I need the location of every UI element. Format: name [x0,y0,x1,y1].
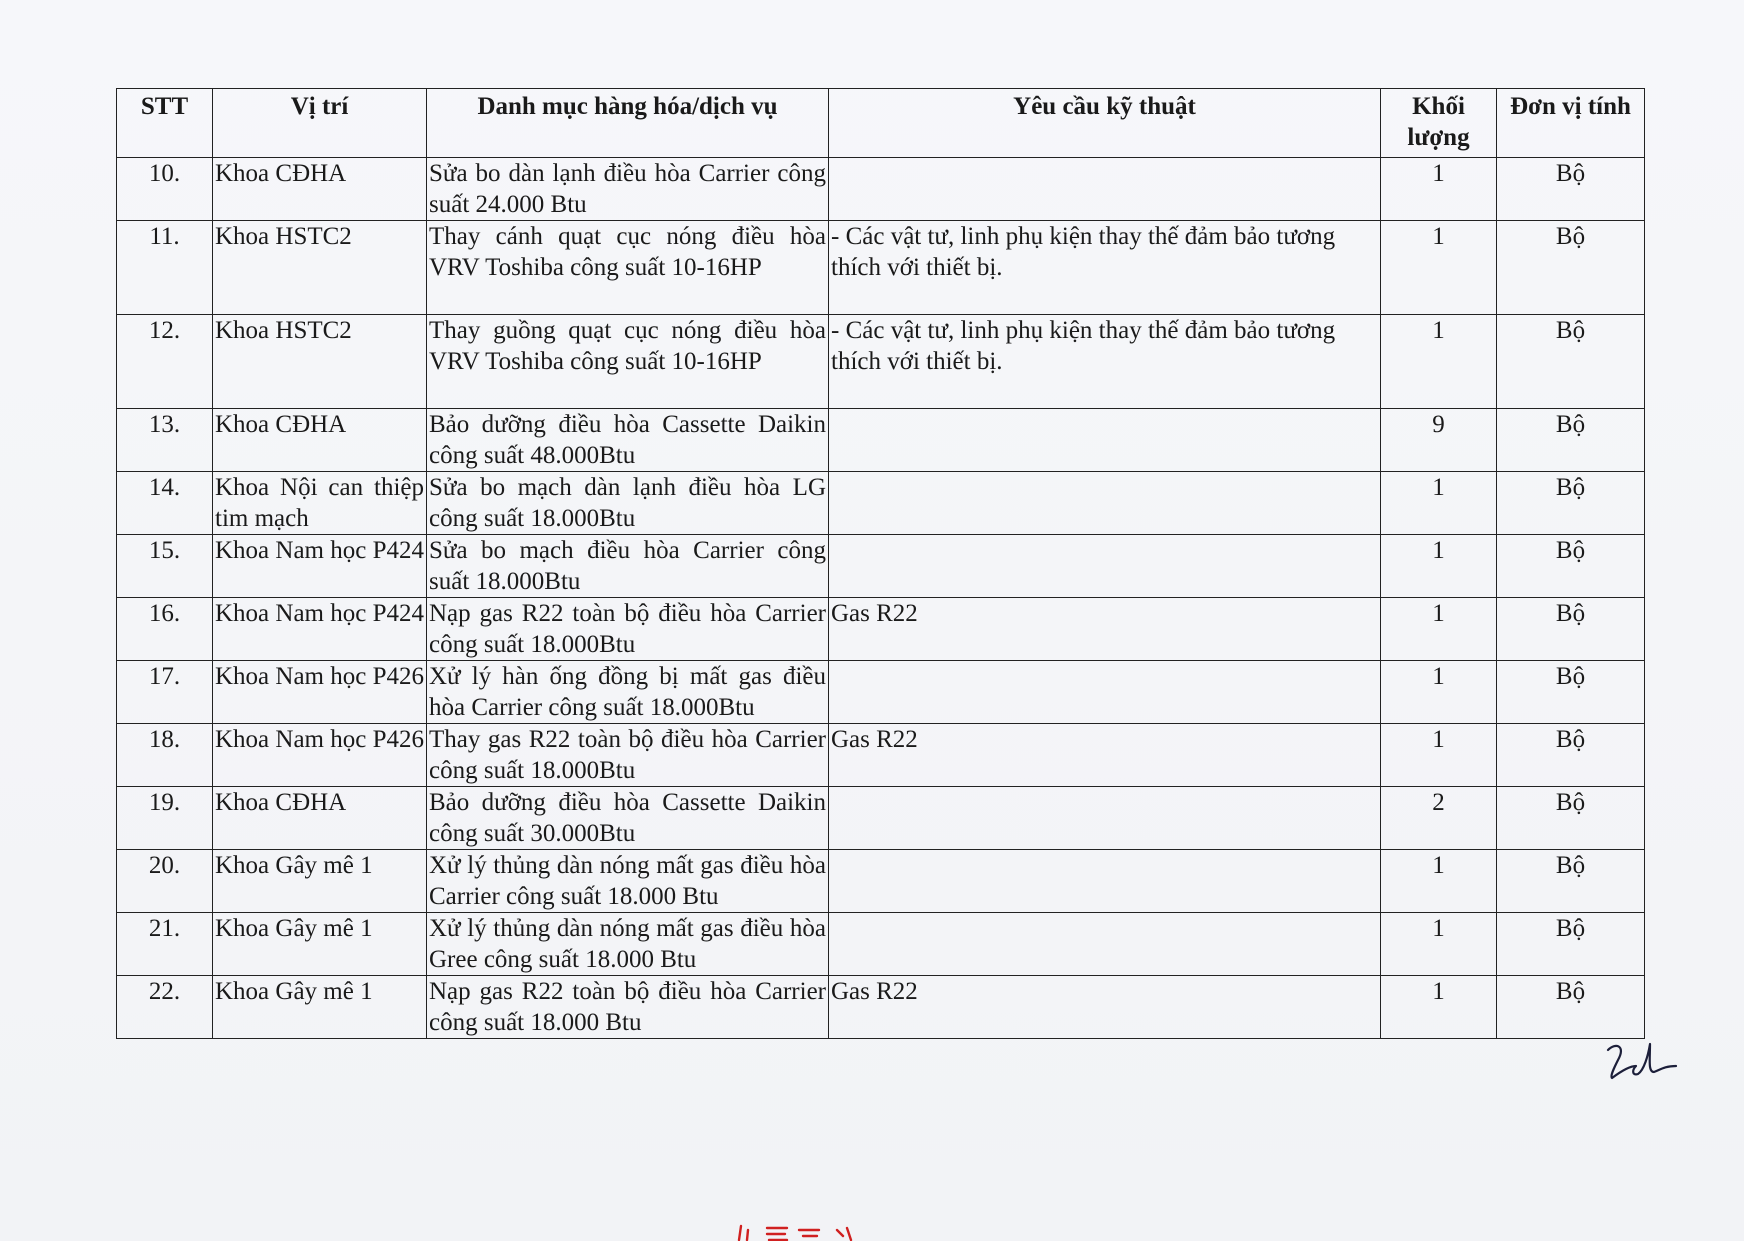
cell-item: Thay gas R22 toàn bộ điều hòa Carrier công suất 18.000Btu [427,724,829,787]
cell-location: Khoa Gây mê 1 [213,976,427,1039]
table-row [117,976,1645,1039]
cell-location: Khoa Nam học P426 [213,724,427,787]
cell-requirement: - Các vật tư, linh phụ kiện thay thế đảm bảo tương thích với thiết bị. [829,221,1381,315]
cell-unit: Bộ [1497,787,1645,850]
table-row [117,850,1645,913]
cell-stt: 21. [117,913,213,976]
cell-item: Xử lý thủng dàn nóng mất gas điều hòa Carrier công suất 18.000 Btu [427,850,829,913]
table-row [117,724,1645,787]
table-row [117,913,1645,976]
header-stt: STT [117,89,213,158]
handwritten-initials-icon [1600,1036,1680,1086]
cell-item: Nạp gas R22 toàn bộ điều hòa Carrier công suất 18.000 Btu [427,976,829,1039]
cell-unit: Bộ [1497,221,1645,315]
table-row [117,598,1645,661]
cell-unit: Bộ [1497,976,1645,1039]
table-row [117,409,1645,472]
cell-requirement: Gas R22 [829,724,1381,787]
cell-location: Khoa Gây mê 1 [213,913,427,976]
cell-quantity: 9 [1381,409,1497,472]
cell-stt: 14. [117,472,213,535]
cell-requirement: Gas R22 [829,598,1381,661]
cell-unit: Bộ [1497,850,1645,913]
table-row [117,315,1645,409]
cell-stt: 22. [117,976,213,1039]
cell-requirement [829,850,1381,913]
cell-quantity: 1 [1381,976,1497,1039]
header-location: Vị trí [213,89,427,158]
header-quantity: Khối lượng [1381,89,1497,158]
cell-stt: 13. [117,409,213,472]
cell-requirement [829,158,1381,221]
cell-quantity: 2 [1381,787,1497,850]
cell-item: Sửa bo mạch điều hòa Carrier công suất 18.000Btu [427,535,829,598]
cell-item: Bảo dưỡng điều hòa Cassette Daikin công suất 30.000Btu [427,787,829,850]
table-row [117,221,1645,315]
cell-item: Bảo dưỡng điều hòa Cassette Daikin công suất 48.000Btu [427,409,829,472]
cell-item: Xử lý hàn ống đồng bị mất gas điều hòa Carrier công suất 18.000Btu [427,661,829,724]
cell-item: Xử lý thủng dàn nóng mất gas điều hòa Gree công suất 18.000 Btu [427,913,829,976]
cell-location: Khoa CĐHA [213,158,427,221]
cell-stt: 17. [117,661,213,724]
cell-stt: 11. [117,221,213,315]
cell-unit: Bộ [1497,158,1645,221]
cell-location: Khoa Nam học P424 [213,598,427,661]
table-row [117,158,1645,221]
cell-requirement [829,409,1381,472]
table-row [117,787,1645,850]
header-requirement: Yêu cầu kỹ thuật [829,89,1381,158]
cell-quantity: 1 [1381,850,1497,913]
cell-stt: 12. [117,315,213,409]
cell-unit: Bộ [1497,724,1645,787]
cell-stt: 10. [117,158,213,221]
cell-quantity: 1 [1381,158,1497,221]
cell-requirement [829,661,1381,724]
cell-requirement [829,472,1381,535]
cell-quantity: 1 [1381,724,1497,787]
cell-unit: Bộ [1497,472,1645,535]
cell-requirement: - Các vật tư, linh phụ kiện thay thế đảm bảo tương thích với thiết bị. [829,315,1381,409]
red-stamp-fragment-icon [735,1222,955,1241]
cell-location: Khoa HSTC2 [213,221,427,315]
cell-unit: Bộ [1497,535,1645,598]
cell-requirement [829,535,1381,598]
specification-table [116,88,1645,1039]
cell-location: Khoa Nội can thiệp tim mạch [213,472,427,535]
cell-location: Khoa CĐHA [213,409,427,472]
cell-quantity: 1 [1381,472,1497,535]
cell-unit: Bộ [1497,315,1645,409]
cell-location: Khoa Gây mê 1 [213,850,427,913]
cell-quantity: 1 [1381,315,1497,409]
cell-stt: 19. [117,787,213,850]
cell-quantity: 1 [1381,535,1497,598]
cell-unit: Bộ [1497,409,1645,472]
cell-stt: 20. [117,850,213,913]
header-item: Danh mục hàng hóa/dịch vụ [427,89,829,158]
table-row [117,661,1645,724]
cell-stt: 15. [117,535,213,598]
table-header-row [117,89,1645,158]
cell-requirement [829,913,1381,976]
cell-requirement [829,787,1381,850]
cell-location: Khoa Nam học P426 [213,661,427,724]
cell-item: Nạp gas R22 toàn bộ điều hòa Carrier công suất 18.000Btu [427,598,829,661]
cell-quantity: 1 [1381,598,1497,661]
cell-unit: Bộ [1497,661,1645,724]
cell-stt: 16. [117,598,213,661]
table-row [117,472,1645,535]
cell-location: Khoa HSTC2 [213,315,427,409]
cell-unit: Bộ [1497,913,1645,976]
cell-quantity: 1 [1381,221,1497,315]
cell-stt: 18. [117,724,213,787]
table-row [117,535,1645,598]
cell-quantity: 1 [1381,661,1497,724]
cell-item: Thay cánh quạt cục nóng điều hòa VRV Toshiba công suất 10-16HP [427,221,829,315]
cell-item: Sửa bo dàn lạnh điều hòa Carrier công suất 24.000 Btu [427,158,829,221]
header-unit: Đơn vị tính [1497,89,1645,158]
cell-item: Sửa bo mạch dàn lạnh điều hòa LG công suất 18.000Btu [427,472,829,535]
cell-item: Thay guồng quạt cục nóng điều hòa VRV Toshiba công suất 10-16HP [427,315,829,409]
cell-quantity: 1 [1381,913,1497,976]
cell-location: Khoa CĐHA [213,787,427,850]
cell-requirement: Gas R22 [829,976,1381,1039]
cell-unit: Bộ [1497,598,1645,661]
cell-location: Khoa Nam học P424 [213,535,427,598]
